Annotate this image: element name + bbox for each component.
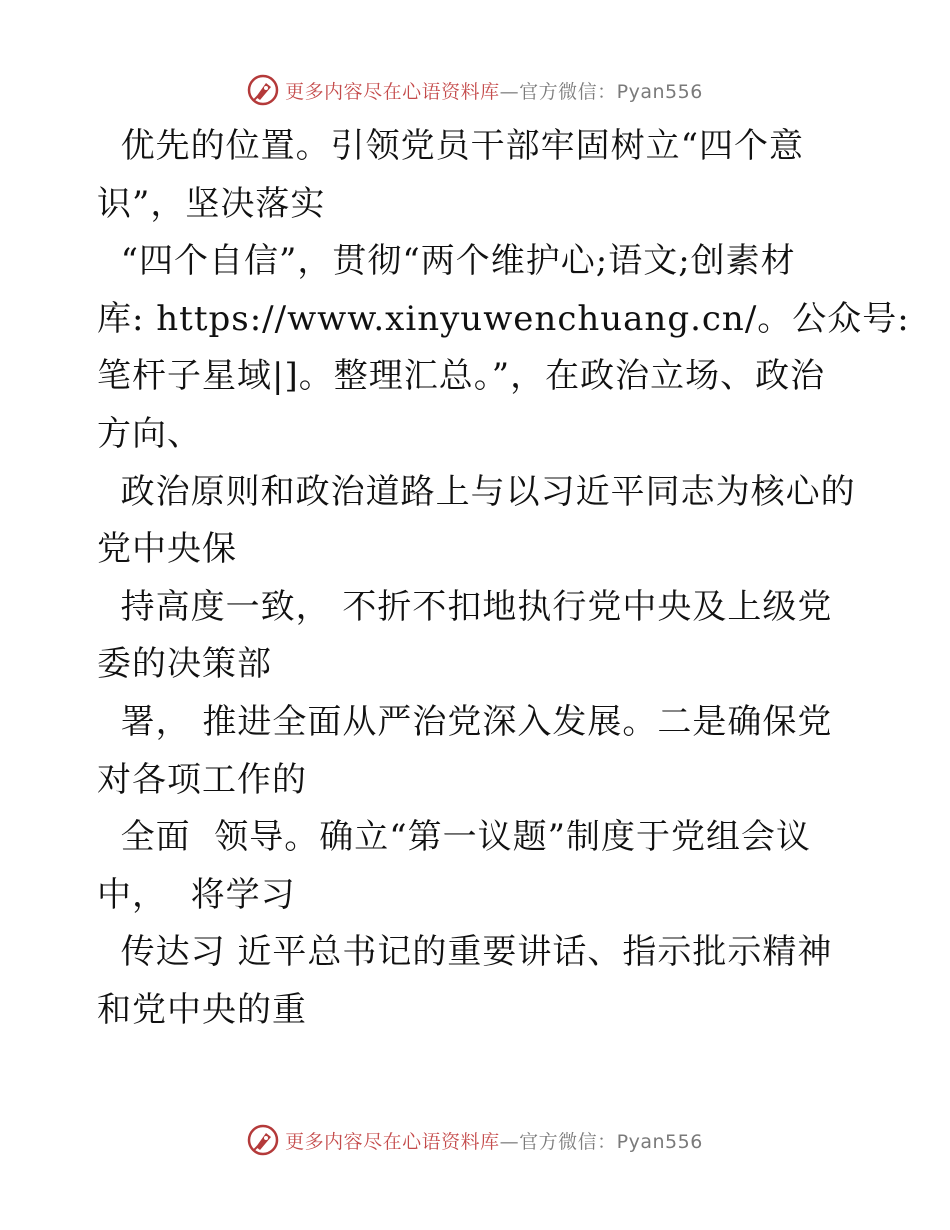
banner-text: 更多内容尽在心语资料库—官方微信：Pyan556 bbox=[285, 80, 703, 103]
body-line: 优先的位置。引领党员干部牢固树立“四个意 bbox=[97, 126, 804, 166]
body-line: 政治原则和政治道路上与以习近平同志为核心的 bbox=[97, 471, 856, 512]
body-line: 笔杆子星域|]。整理汇总。”，在政治立场、政治 bbox=[97, 356, 826, 397]
pen-nib-icon bbox=[247, 74, 279, 106]
pen-nib-icon bbox=[247, 1124, 279, 1156]
body-line: “四个自信”，贯彻“两个维护心;语文;创素材 bbox=[97, 241, 796, 282]
body-line: 识”，坚决落实 bbox=[97, 183, 326, 224]
body-line: 对各项工作的 bbox=[97, 759, 307, 800]
footer-banner bbox=[0, 1120, 950, 1160]
banner-text: 更多内容尽在心语资料库—官方微信：Pyan556 bbox=[285, 1130, 703, 1153]
body-line: 方向、 bbox=[97, 413, 202, 454]
document-body bbox=[97, 118, 910, 1040]
header-banner bbox=[0, 70, 950, 110]
body-line: 持高度一致， 不折不扣地执行党中央及上级党 bbox=[97, 586, 833, 627]
body-line: 党中央保 bbox=[97, 529, 237, 570]
body-line: 署， 推进全面从严治党深入发展。二是确保党 bbox=[97, 701, 833, 742]
body-line: 委的决策部 bbox=[97, 644, 272, 685]
body-line: 中， 将学习 bbox=[97, 874, 296, 915]
body-line: 传达习 近平总书记的重要讲话、指示批示精神 bbox=[97, 932, 833, 973]
body-line: 全面 领导。确立“第一议题”制度于党组会议 bbox=[97, 817, 811, 858]
body-line: 库: https://www.xinyuwenchuang.cn/。公众号: bbox=[97, 298, 910, 339]
body-line: 和党中央的重 bbox=[97, 989, 307, 1030]
